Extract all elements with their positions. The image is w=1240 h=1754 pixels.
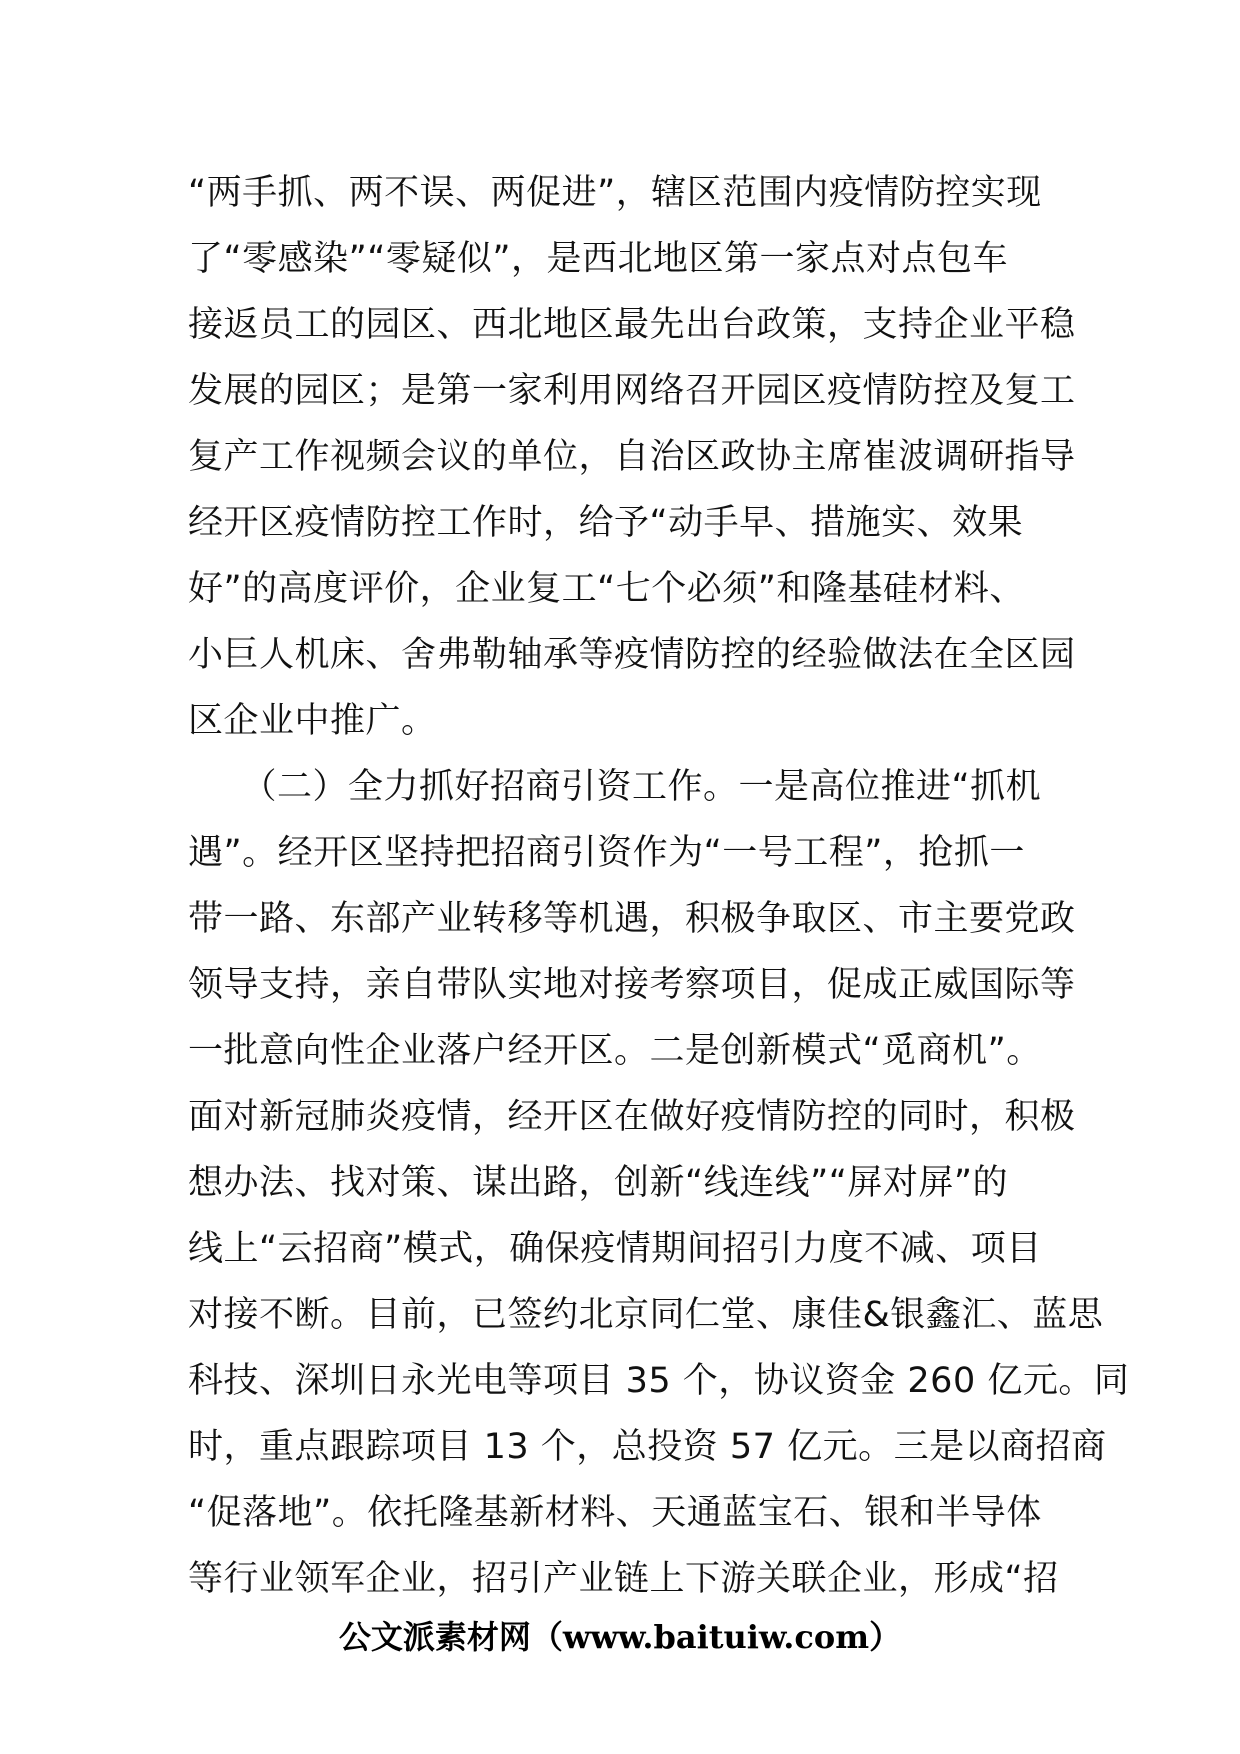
- text-line: 区企业中推广。: [188, 701, 437, 741]
- text-line: 对接不断。目前，已签约北京同仁堂、康佳&银鑫汇、蓝思: [188, 1295, 1104, 1335]
- text-line: 好”的高度评价，企业复工“七个必须”和隆基硅材料、: [188, 569, 1025, 609]
- text-line: 小巨人机床、舍弗勒轴承等疫情防控的经验做法在全区园: [188, 635, 1076, 675]
- text-line: （二）全力抓好招商引资工作。一是高位推进“抓机: [188, 767, 1042, 807]
- text-line: 发展的园区；是第一家利用网络召开园区疫情防控及复工: [188, 371, 1076, 411]
- text-line: “促落地”。依托隆基新材料、天通蓝宝石、银和半导体: [188, 1493, 1042, 1533]
- document-body: [188, 160, 1130, 1612]
- text-line: “两手抓、两不误、两促进”，辖区范围内疫情防控实现: [188, 173, 1042, 213]
- text-line: 接返员工的园区、西北地区最先出台政策，支持企业平稳: [188, 305, 1076, 345]
- text-line: 带一路、东部产业转移等机遇，积极争取区、市主要党政: [188, 899, 1076, 939]
- footer-watermark: 公文派素材网（www.baituiw.com）: [338, 1618, 902, 1656]
- text-line: 等行业领军企业，招引产业链上下游关联企业，形成“招: [188, 1559, 1059, 1599]
- text-line: 遇”。经开区坚持把招商引资作为“一号工程”，抢抓一: [188, 833, 1025, 873]
- text-line: 想办法、找对策、谋出路，创新“线连线”“屏对屏”的: [188, 1163, 1009, 1203]
- text-line: 复产工作视频会议的单位，自治区政协主席崔波调研指导: [188, 437, 1076, 477]
- text-line: 科技、深圳日永光电等项目 35 个，协议资金 260 亿元。同: [188, 1361, 1130, 1401]
- text-line: 一批意向性企业落户经开区。二是创新模式“觅商机”。: [188, 1031, 1042, 1071]
- text-line: 面对新冠肺炎疫情，经开区在做好疫情防控的同时，积极: [188, 1097, 1076, 1137]
- text-line: 时，重点跟踪项目 13 个，总投资 57 亿元。三是以商招商: [188, 1427, 1107, 1467]
- text-line: 了“零感染”“零疑似”，是西北地区第一家点对点包车: [188, 239, 1009, 279]
- text-line: 线上“云招商”模式，确保疫情期间招引力度不减、项目: [188, 1229, 1042, 1269]
- text-line: 领导支持，亲自带队实地对接考察项目，促成正威国际等: [188, 965, 1076, 1005]
- text-line: 经开区疫情防控工作时，给予“动手早、措施实、效果: [188, 503, 1024, 543]
